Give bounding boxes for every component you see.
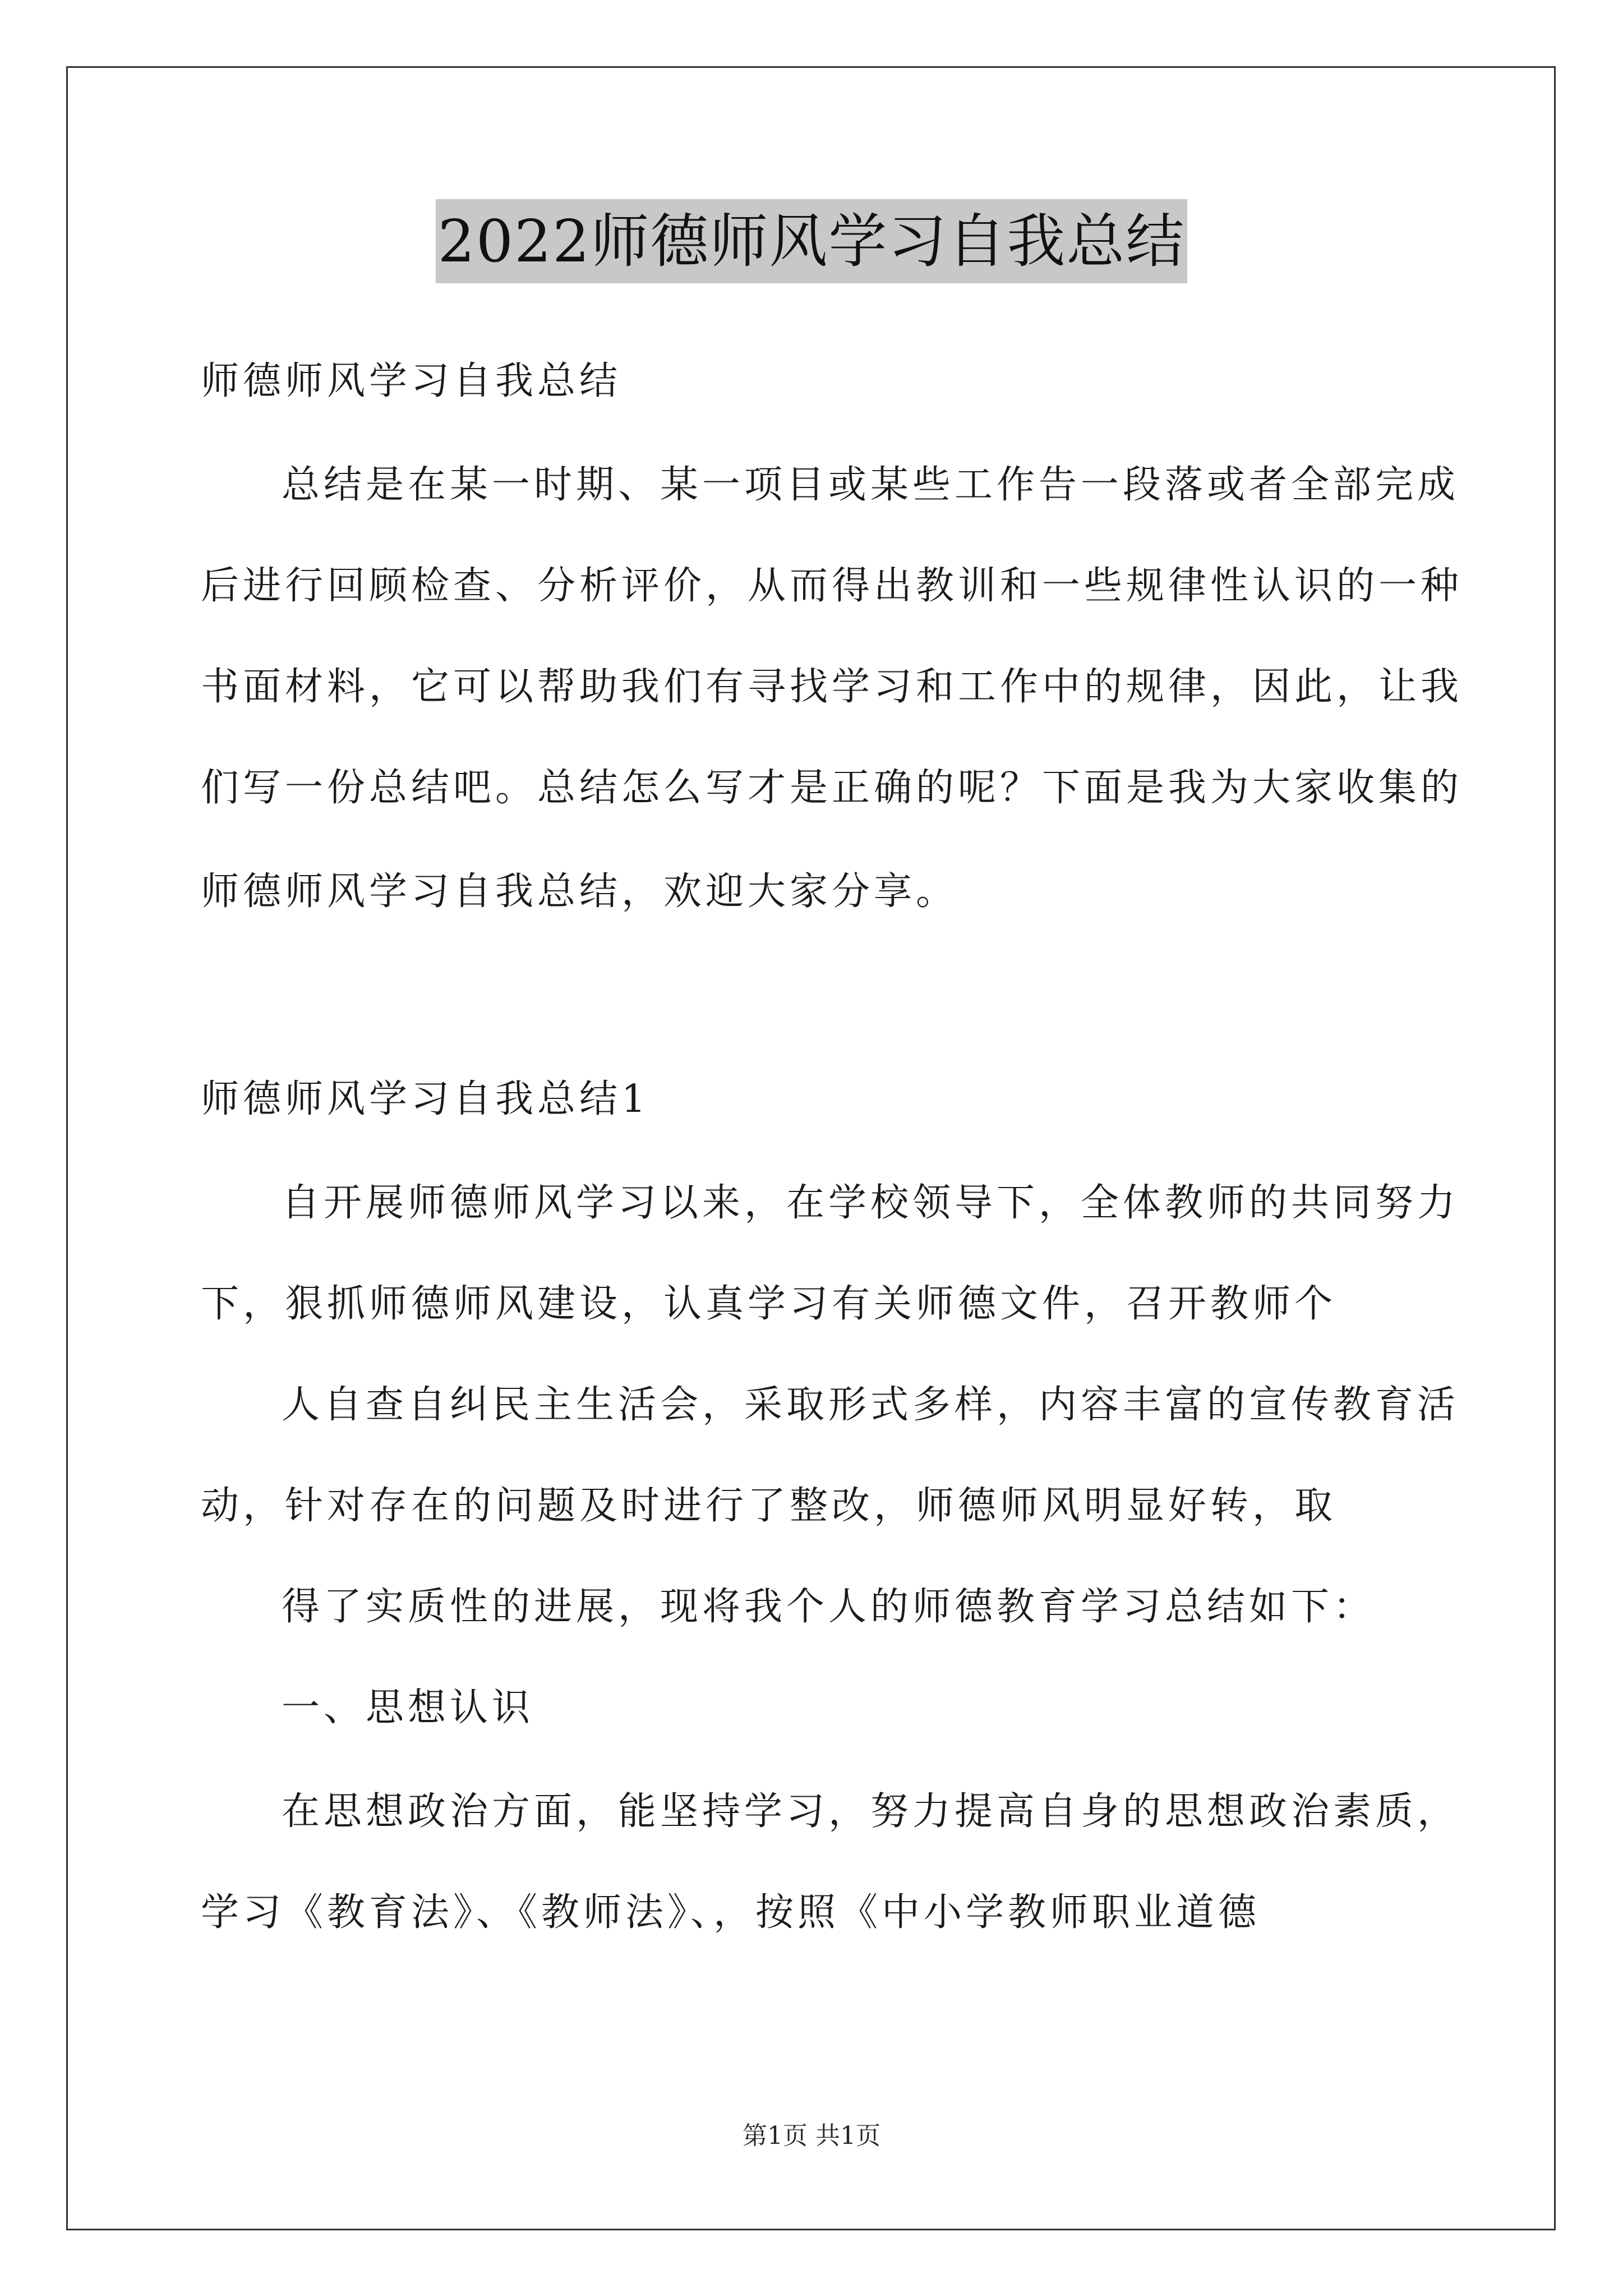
title-container [0, 199, 1623, 283]
paragraph-line: 们写一份总结吧。总结怎么写才是正确的呢？下面是我为大家收集的 [201, 766, 1463, 810]
paragraph-line: 后进行回顾检查、分析评价，从而得出教训和一些规律性认识的一种 [201, 564, 1463, 608]
paragraph-line: 人自查自纠民主生活会，采取形式多样，内容丰富的宣传教育活 [282, 1383, 1460, 1427]
paragraph-line: 得了实质性的进展，现将我个人的师德教育学习总结如下： [282, 1585, 1376, 1629]
paragraph-line: 学习《教育法》、《教师法》、，按照《中小学教师职业道德 [201, 1890, 1261, 1935]
page-footer: 第1页 共1页 [743, 2122, 880, 2150]
paragraph-line: 下，狠抓师德师风建设，认真学习有关师德文件，召开教师个 [201, 1282, 1337, 1326]
paragraph-line: 书面材料，它可以帮助我们有寻找学习和工作中的规律，因此，让我 [201, 665, 1463, 709]
paragraph-line: 自开展师德师风学习以来，在学校领导下，全体教师的共同努力 [282, 1181, 1460, 1225]
paragraph-line: 总结是在某一时期、某一项目或某些工作告一段落或者全部完成 [282, 463, 1460, 507]
subsection-heading: 一、思想认识 [282, 1686, 534, 1730]
section-heading: 师德师风学习自我总结1 [201, 1077, 650, 1121]
document-title: 2022师德师风学习自我总结 [436, 199, 1188, 283]
paragraph-line: 动，针对存在的问题及时进行了整改，师德师风明显好转，取 [201, 1484, 1337, 1528]
paragraph-line: 在思想政治方面，能坚持学习，努力提高自身的思想政治素质， [282, 1789, 1460, 1834]
paragraph-line: 师德师风学习自我总结，欢迎大家分享。 [201, 869, 958, 914]
subtitle-line: 师德师风学习自我总结 [201, 359, 622, 403]
